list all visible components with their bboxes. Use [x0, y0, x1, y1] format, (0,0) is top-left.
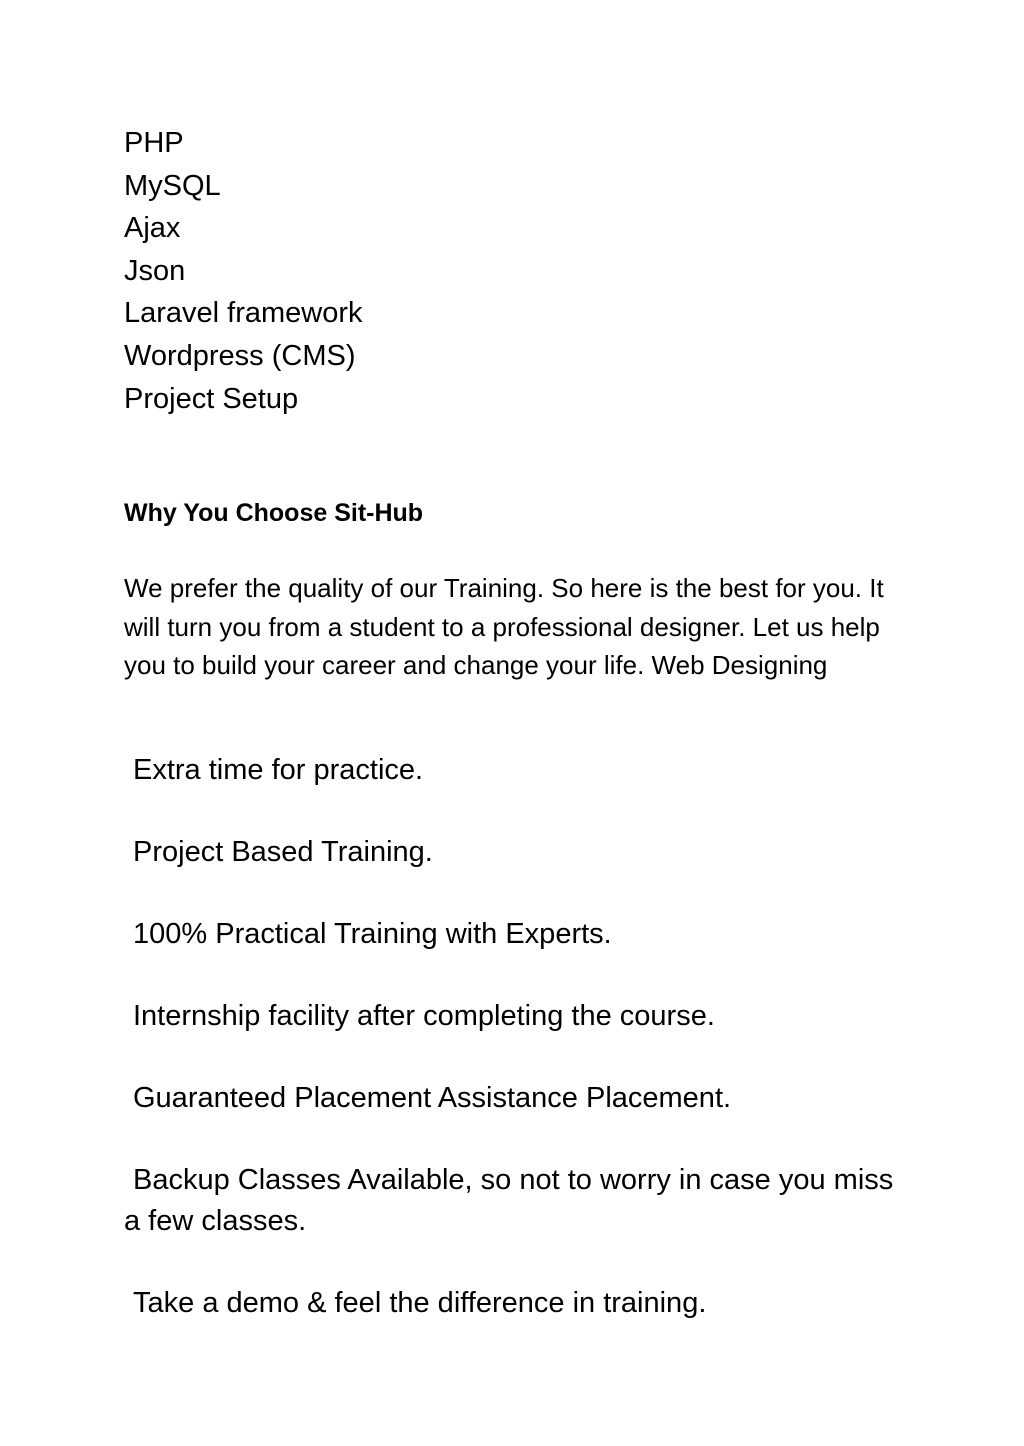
benefit-text: Backup Classes Available, so not to worry in case you miss a few classes.	[124, 1164, 894, 1237]
benefit-item	[124, 1078, 914, 1119]
benefit-text: Internship facility after completing the course.	[133, 1000, 715, 1032]
topic-item: MySQL	[124, 169, 221, 202]
section-heading: Why You Choose Sit-Hub	[124, 499, 424, 527]
benefit-item	[124, 1160, 914, 1242]
intro-paragraph: We prefer the quality of our Training. So here is the best for you. It will turn you from a student to a professional designer. Let us help you to build your career and change your life. Web Designing	[124, 573, 884, 680]
topic-item: Ajax	[124, 212, 181, 245]
benefit-text: Extra time for practice.	[133, 754, 424, 786]
topic-item: Project Setup	[124, 382, 299, 415]
topic-list	[124, 122, 363, 420]
benefit-item	[124, 1283, 914, 1324]
benefit-list	[124, 750, 914, 1324]
topic-item: Wordpress (CMS)	[124, 339, 356, 372]
topic-item: Laravel framework	[124, 297, 363, 330]
topic-item: PHP	[124, 127, 184, 159]
topic-item: Json	[124, 254, 186, 287]
benefit-text: Take a demo & feel the difference in training.	[133, 1287, 707, 1319]
benefit-text: Guaranteed Placement Assistance Placement.	[133, 1082, 732, 1114]
benefit-text: 100% Practical Training with Experts.	[133, 918, 612, 950]
benefit-item	[124, 750, 914, 791]
benefit-item	[124, 832, 914, 873]
benefit-item	[124, 996, 914, 1037]
benefit-text: Project Based Training.	[133, 836, 433, 868]
benefit-item	[124, 914, 914, 955]
